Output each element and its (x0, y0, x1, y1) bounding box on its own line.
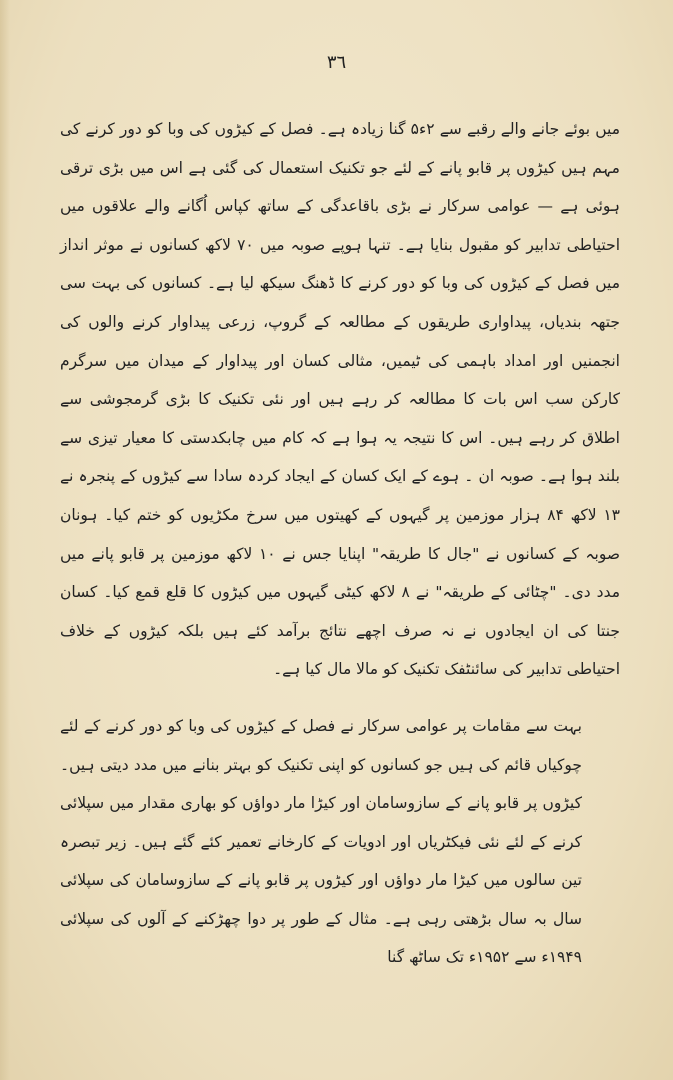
body-text (60, 110, 620, 977)
page-shadow-edge (0, 0, 10, 1080)
paragraph-1: میں بوئے جانے والے رقبے سے ۲ء۵ گنا زیادہ ہے۔ فصل کے کیڑوں کی وبا کو دور کرنے کی مہم ہیں کیڑوں پر قابو پانے کے لئے جو تکنیک استعمال کی گئی ہے اس میں بڑی ترقی ہوئی ہے — عوامی سرکار نے بڑی باقاعدگی کے ساتھ کپاس اُگانے والے علاقوں میں احتیاطی تدابیر کو مقبول بنایا ہے۔ تنہا ہوپے صوبہ میں ۷۰ لاکھ کسانوں نے موثر انداز میں فصل کے کیڑوں کی وبا کو دور کرنے کا ڈھنگ سیکھ لیا ہے۔ کسانوں کی بہت سی جتھہ بندیاں، پیداواری طریقوں کے مطالعہ کے گروپ، زرعی پیداوار کرنے والوں کی انجمنیں اور امداد باہمی کی ٹیمیں، مثالی کسان اور پیداوار کے میدان میں سرگرم کارکن سب اس بات کا مطالعہ کر رہے ہیں اور نئی تکنیک کا بڑی گرمجوشی سے اطلاق کر رہے ہیں۔ اس کا نتیجہ یہ ہوا ہے کہ کام میں چابکدستی کا معیار تیزی سے بلند ہوا ہے۔ صوبہ ان ۔ ہوے کے ایک کسان کے ایجاد کردہ سادا سے کیڑوں کے پنجرہ نے ۱۳ لاکھ ۸۴ ہزار موزمین پر گیہوں کے کھیتوں میں سرخ مکڑیوں کو ختم کیا۔ ہونان صوبہ کے کسانوں نے "جال کا طریقہ" اپنایا جس نے ۱۰ لاکھ موزمین پر قابو پانے میں مدد دی۔ "چٹائی کے طریقہ" نے ۸ لاکھ کیٹی گیہوں میں کیڑوں کا قلع قمع کیا۔ کسان جنتا کی ان ایجادوں نے نہ صرف اچھے نتائج برآمد کئے ہیں بلکہ کیڑوں کے خلاف احتیاطی تدابیر کی سائنٹفک تکنیک کو مالا مال کیا ہے۔ (60, 120, 621, 679)
paragraph-2: بہت سے مقامات پر عوامی سرکار نے فصل کے کیڑوں کی وبا کو دور کرنے کے لئے چوکیاں قائم کی ہیں جو کسانوں کو اپنی تکنیک کو بہتر بنانے میں مدد دیتی ہیں۔ کیڑوں پر قابو پانے کے سازوسامان اور کیڑا مار دواؤں کو بھاری مقدار میں سپلائی کرنے کے لئے نئی فیکٹریاں اور ادویات کے کارخانے تعمیر کئے گئے ہیں۔ زیر تبصرہ تین سالوں میں کیڑا مار دواؤں اور کیڑوں پر قابو پانے کے سازوسامان کی سپلائی سال بہ سال بڑھتی رہی ہے۔ مثال کے طور پر دوا چھڑکنے کے آلوں کی سپلائی ۱۹۴۹ء سے ۱۹۵۲ء تک ساٹھ گنا (60, 716, 582, 967)
page-number: ٣٦ (326, 52, 347, 73)
